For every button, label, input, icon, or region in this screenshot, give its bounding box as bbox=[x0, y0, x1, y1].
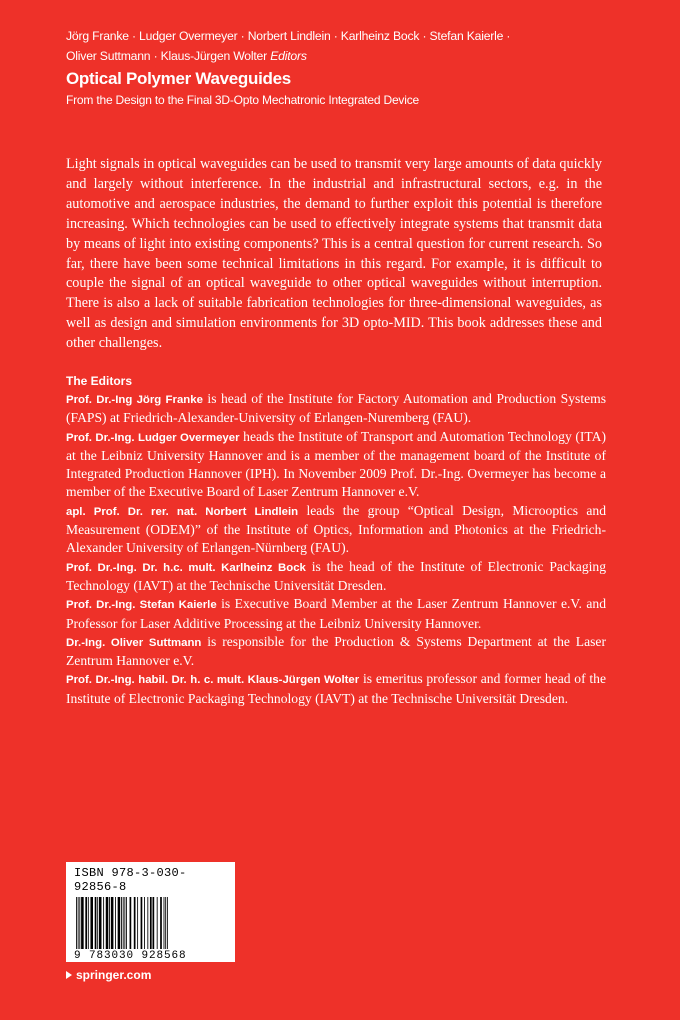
barcode-bar bbox=[79, 897, 80, 949]
editor-name: apl. Prof. Dr. rer. nat. Norbert Lindlein bbox=[66, 505, 299, 518]
barcode-bar bbox=[137, 897, 138, 949]
editor-entry bbox=[66, 595, 606, 633]
barcode-bar bbox=[118, 897, 121, 949]
barcode-bar bbox=[130, 897, 132, 949]
barcode-bar bbox=[147, 897, 148, 949]
editor-name: Prof. Dr.-Ing. Dr. h.c. mult. Karlheinz Bock bbox=[66, 561, 306, 574]
barcode-bars bbox=[74, 897, 228, 949]
barcode-bar bbox=[90, 897, 93, 949]
blurb-paragraph: Light signals in optical waveguides can be used to transmit very large amounts of data quickly and largely without interference. In the industrial and infrastructural sectors, e.g. in the automotive and aerospace industries, the demand to further exploit this potential is therefore increasing. Which technologies can be used to effectively integrate systems that transmit data by means of light into existing components? This is a central question for current research. So far, there have been some technical limitations in this regard. For example, it is difficult to couple the signal of an optical waveguide to other optical waveguides without interruption. There is also a lack of suitable fabrication technologies for three-dimensional waveguides, as well as design and simulation environments for 3D opto-MID. This book addresses these and other challenges. bbox=[66, 156, 602, 352]
barcode-bar bbox=[88, 897, 89, 949]
barcode-bar bbox=[115, 897, 116, 949]
authors-line-1: Jörg Franke · Ludger Overmeyer · Norbert Lindlein · Karlheinz Bock · Stefan Kaierle · bbox=[66, 29, 511, 43]
barcode-bar bbox=[78, 897, 79, 949]
editor-entry bbox=[66, 502, 606, 558]
editors-label: Editors bbox=[270, 49, 307, 63]
editor-name: Prof. Dr.-Ing. habil. Dr. h. c. mult. Klaus-Jürgen Wolter bbox=[66, 674, 360, 687]
barcode-bar bbox=[111, 897, 114, 949]
editor-entry bbox=[66, 558, 606, 596]
editor-entry bbox=[66, 633, 606, 671]
editor-entry bbox=[66, 670, 606, 708]
isbn-barcode bbox=[66, 862, 235, 962]
editor-bio: heads the Institute of Transport and Automation Technology (ITA) at the Leibniz University Hannover and is a member of the management board of the Institute of Integrated Production Hannover (IPH). In November 2009 Prof. Dr.-Ing. Overmeyer has become a member of the Executive Board of Laser Zentrum Hannover e.V. bbox=[66, 428, 606, 500]
publisher-url: springer.com bbox=[76, 968, 152, 982]
barcode-bar bbox=[160, 897, 162, 949]
authors-line-2 bbox=[66, 46, 626, 66]
book-title: Optical Polymer Waveguides bbox=[66, 69, 291, 88]
barcode-bar bbox=[144, 897, 145, 949]
isbn-text: ISBN 978-3-030-92856-8 bbox=[74, 866, 187, 894]
barcode-bar bbox=[153, 897, 155, 949]
editors-heading: The Editors bbox=[66, 374, 133, 388]
cover-header bbox=[66, 26, 626, 108]
arrow-right-icon bbox=[66, 971, 72, 979]
barcode-bar bbox=[150, 897, 152, 949]
barcode-bar bbox=[109, 897, 110, 949]
barcode-bar bbox=[103, 897, 104, 949]
editor-bio: is the head of the Institute of Electronic Packaging Technology (IAVT) at the Technische Universität Dresden. bbox=[66, 558, 606, 593]
barcode-bar bbox=[85, 897, 87, 949]
barcode-bar bbox=[167, 897, 168, 949]
barcode-bar bbox=[76, 897, 77, 949]
editor-name: Dr.-Ing. Oliver Suttmann bbox=[66, 636, 202, 649]
publisher-link[interactable] bbox=[66, 968, 151, 982]
barcode-bar bbox=[95, 897, 97, 949]
barcode-bar bbox=[121, 897, 122, 949]
barcode-bar bbox=[134, 897, 136, 949]
barcode-bar bbox=[81, 897, 84, 949]
barcode-digits: 9 783030 928568 bbox=[74, 950, 187, 962]
editor-name: Prof. Dr.-Ing. Ludger Overmeyer bbox=[66, 431, 240, 444]
authors bbox=[66, 26, 626, 66]
barcode-bar bbox=[99, 897, 102, 949]
book-subtitle: From the Design to the Final 3D-Opto Mechatronic Integrated Device bbox=[66, 93, 419, 107]
editor-bio: leads the group “Optical Design, Microoptics and Measurement (ODEM)” of the Institute of Optics, Information and Photonics at the Friedrich-Alexander University of Erlangen-Nürnberg (FAU). bbox=[66, 502, 606, 556]
editor-name: Prof. Dr.-Ing Jörg Franke bbox=[66, 394, 203, 406]
barcode-bar bbox=[165, 897, 166, 949]
authors-line-2-names: Oliver Suttmann · Klaus-Jürgen Wolter bbox=[66, 49, 267, 63]
editor-bio: is Executive Board Member at the Laser Zentrum Hannover e.V. and Professor for Laser Additive Processing at the Leibniz University Hannover. bbox=[66, 596, 606, 631]
editor-bio: is head of the Institute for Factory Automation and Production Systems (FAPS) at Friedrich-Alexander-University of Erlangen-Nuremberg (FAU). bbox=[66, 391, 606, 426]
editor-bio: is emeritus professor and former head of the Institute of Electronic Packaging Technology (IAVT) at the Technische Universität Dresden. bbox=[66, 671, 606, 706]
barcode-bar bbox=[126, 897, 127, 949]
editor-bio: is responsible for the Production & Systems Department at the Laser Zentrum Hannover e.V. bbox=[66, 633, 606, 669]
editor-name: Prof. Dr.-Ing. Stefan Kaierle bbox=[66, 599, 217, 612]
barcode-bar bbox=[157, 897, 158, 949]
editors-section bbox=[66, 372, 606, 708]
editor-entry bbox=[66, 390, 606, 428]
barcode-bar bbox=[141, 897, 143, 949]
barcode-bar bbox=[106, 897, 109, 949]
barcode-bar bbox=[124, 897, 125, 949]
barcode-bar bbox=[123, 897, 124, 949]
barcode-bar bbox=[164, 897, 165, 949]
barcode-bar bbox=[97, 897, 98, 949]
editor-entry bbox=[66, 428, 606, 502]
